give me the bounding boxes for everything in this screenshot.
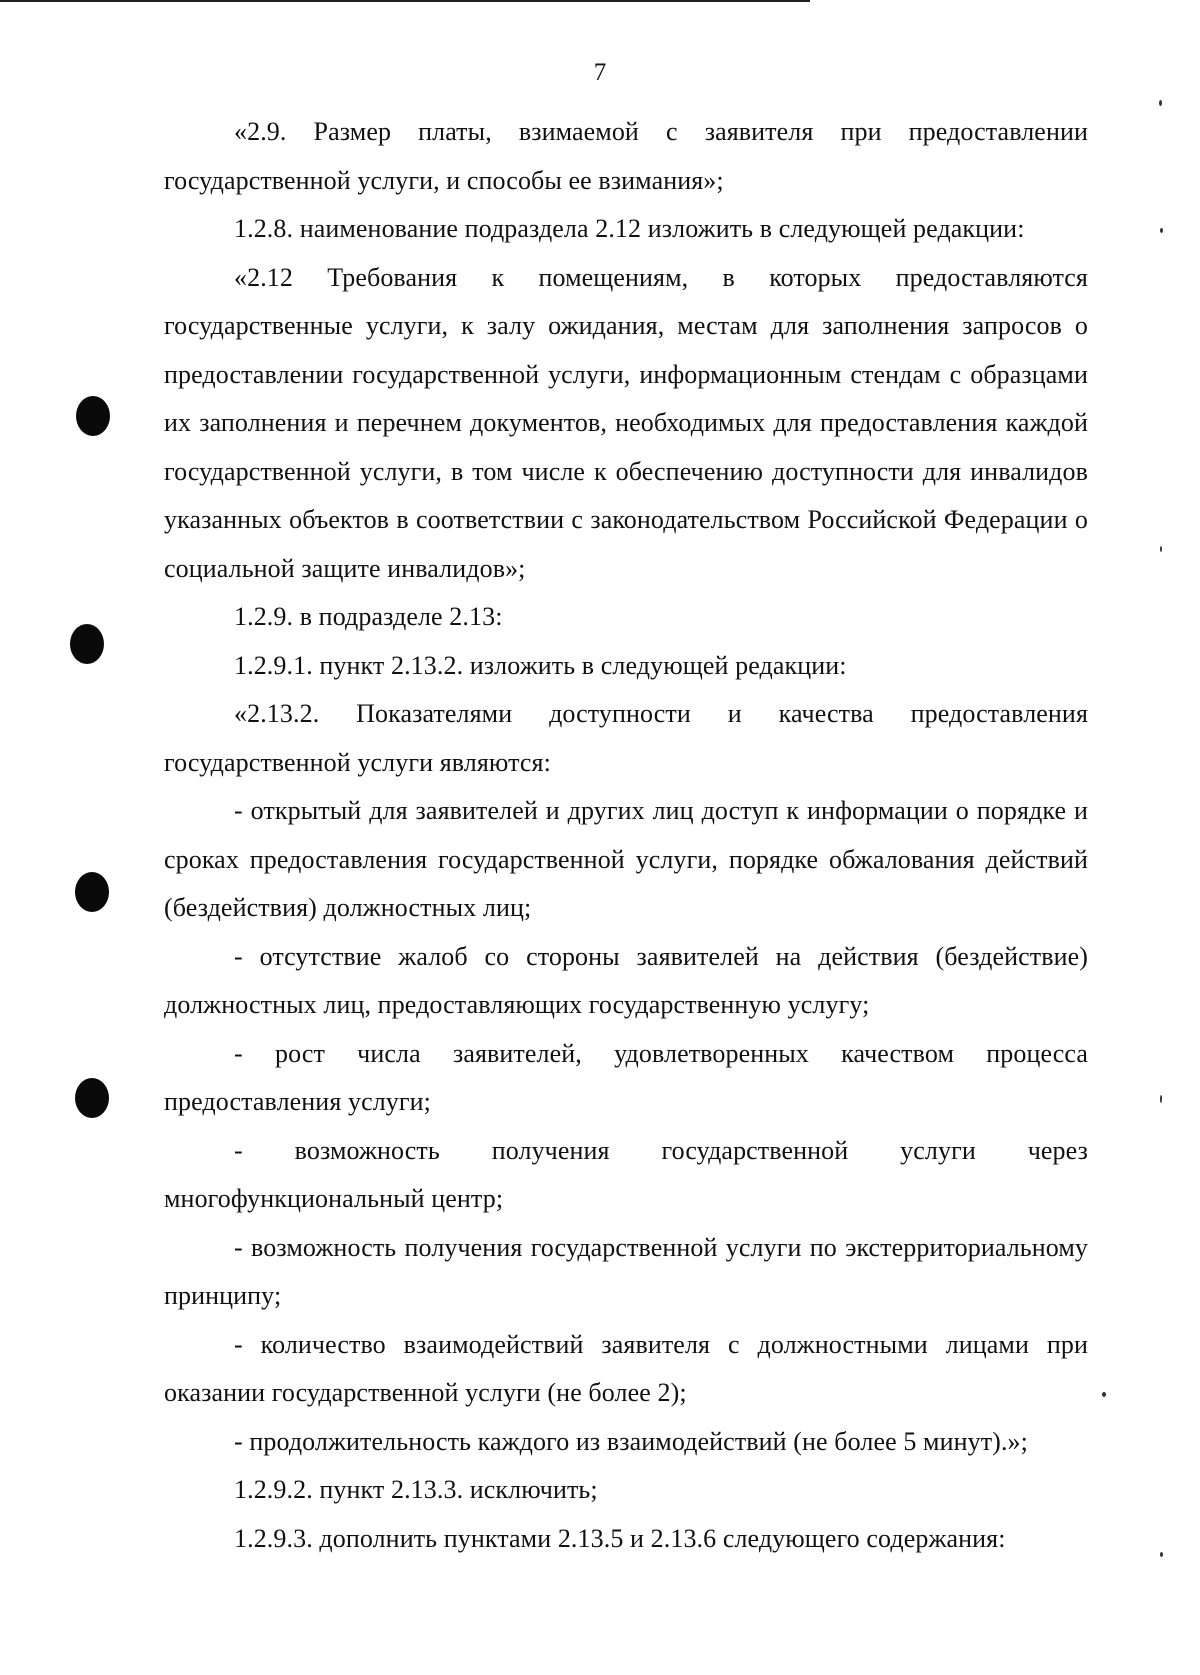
paragraph: «2.13.2. Показателями доступности и качества предоставления государственной услуги являются:: [164, 699, 1088, 777]
paragraph: 1.2.9.2. пункт 2.13.3. исключить;: [234, 1475, 598, 1504]
paragraph: 1.2.8. наименование подраздела 2.12 изложить в следующей редакции:: [234, 214, 1025, 243]
paragraph: - открытый для заявителей и других лиц доступ к информации о порядке и сроках предоставления государственной услуги, порядке обжалования действий (бездействия) должностных лиц;: [164, 796, 1088, 922]
scan-speck: [1159, 100, 1162, 106]
paragraph: «2.9. Размер платы, взимаемой с заявителя при предоставлении государственной услуги, и способы ее взимания»;: [164, 117, 1088, 195]
paragraph: - количество взаимодействий заявителя с должностными лицами при оказании государственной услуги (не более 2);: [164, 1329, 1088, 1407]
punch-hole: [70, 624, 104, 664]
paragraph: - продолжительность каждого из взаимодействий (не более 5 минут).»;: [234, 1426, 1028, 1456]
document-body: [164, 108, 1088, 1563]
scan-speck: [1160, 546, 1162, 552]
page-number: 7: [593, 59, 607, 86]
scan-speck: [1160, 1095, 1162, 1103]
paragraph: - отсутствие жалоб со стороны заявителей на действия (бездействие) должностных лиц, предоставляющих государственную услугу;: [164, 941, 1088, 1019]
scan-speck: [1160, 228, 1163, 233]
scan-top-edge: [0, 0, 810, 2]
punch-hole: [75, 872, 109, 912]
punch-hole: [75, 1078, 109, 1118]
paragraph: - рост числа заявителей, удовлетворенных качеством процесса предоставления услуги;: [164, 1038, 1088, 1116]
scan-speck: [1102, 1392, 1106, 1397]
paragraph: 1.2.9. в подразделе 2.13:: [234, 602, 503, 631]
scan-speck: [1160, 1552, 1163, 1557]
paragraph: - возможность получения государственной услуги по экстерриториальному принципу;: [164, 1232, 1088, 1310]
paragraph: 1.2.9.3. дополнить пунктами 2.13.5 и 2.13.6 следующего содержания:: [234, 1523, 1006, 1553]
paragraph: «2.12 Требования к помещениям, в которых предоставляются государственные услуги, к залу ожидания, местам для заполнения запросов о предоставлении государственной услуги, информационным стендам с образцами их заполнения и перечнем документов, необходимых для предоставления каждой государственной услуги, в том числе к обеспечению доступности для инвалидов указанных объектов в соответствии с законодательством Российской Федерации о социальной защите инвалидов»;: [164, 262, 1088, 583]
punch-hole: [76, 396, 110, 436]
paragraph: 1.2.9.1. пункт 2.13.2. изложить в следующей редакции:: [234, 650, 847, 680]
paragraph: - возможность получения государственной услуги через многофункциональный центр;: [164, 1135, 1088, 1213]
